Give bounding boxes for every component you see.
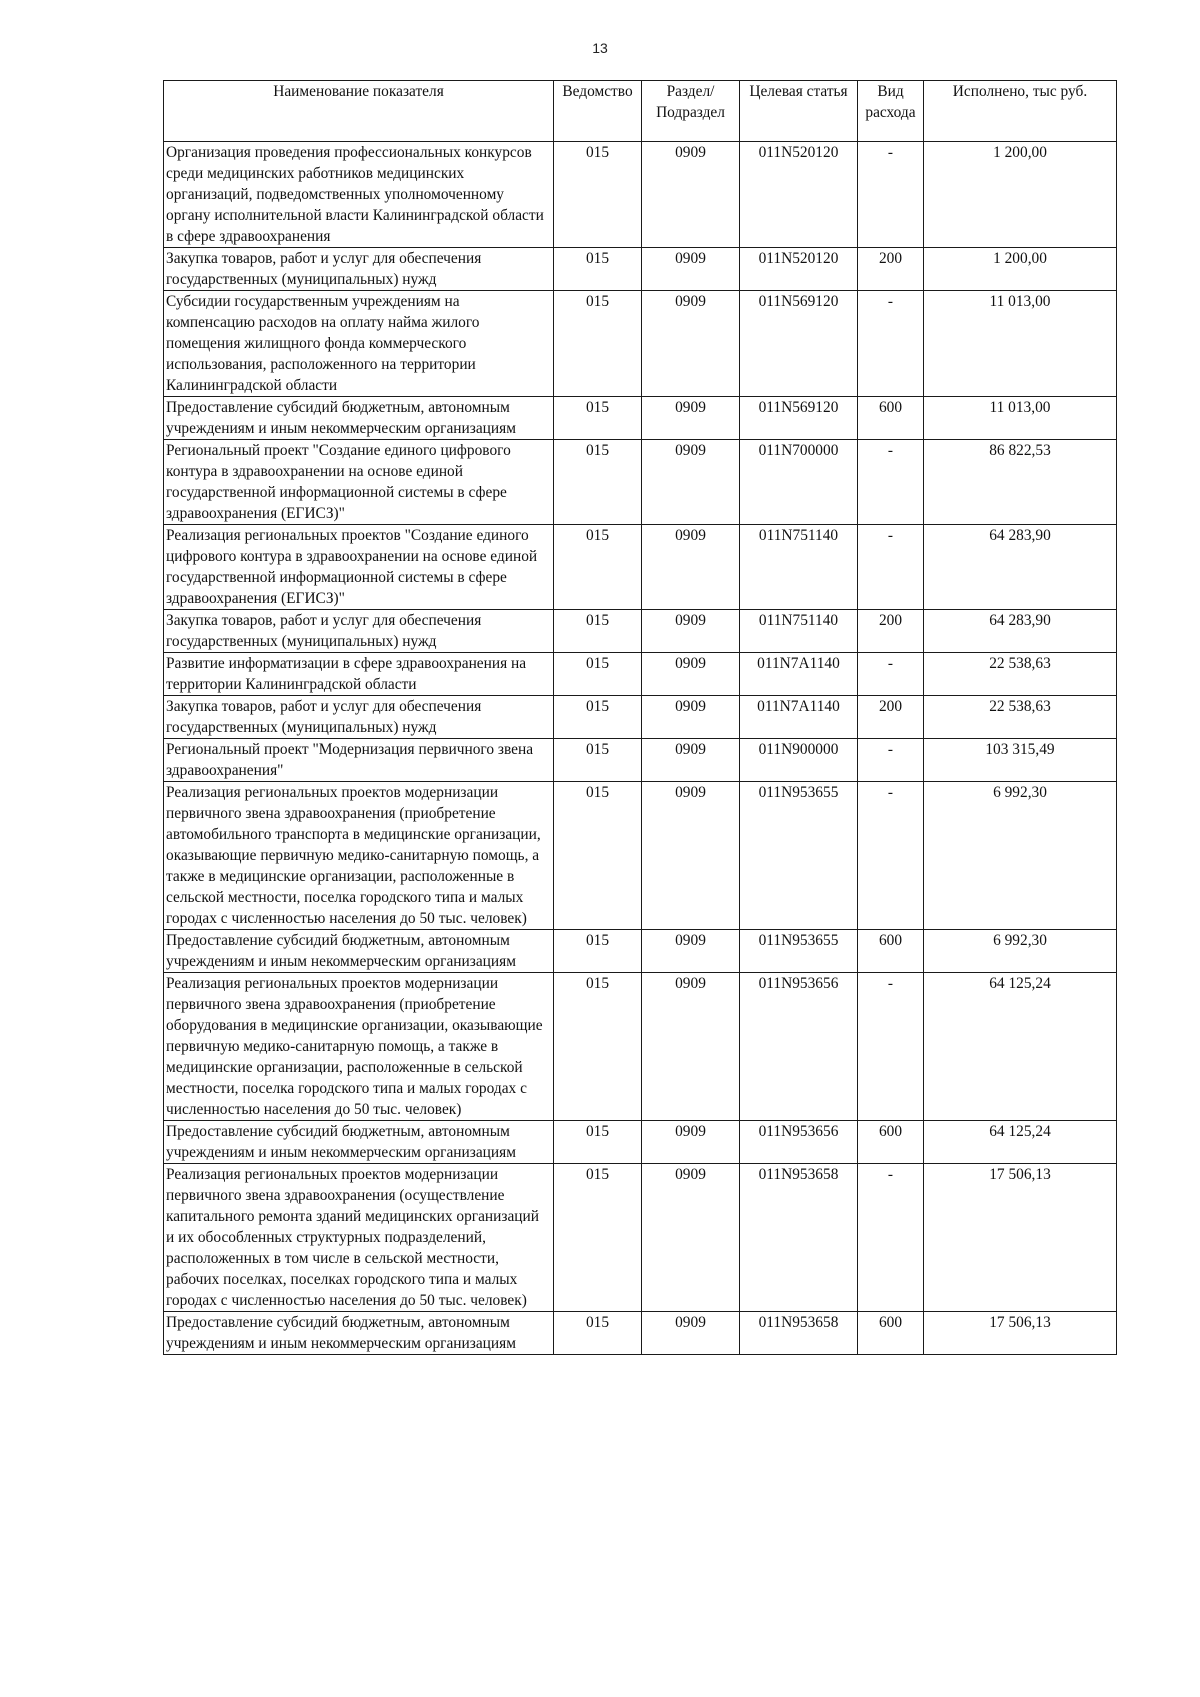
cell-indicator-name: Предоставление субсидий бюджетным, автономным учреждениям и иным некоммерческим организациям [164,397,554,440]
cell-section: 0909 [642,782,740,930]
table-row [164,973,1117,1121]
table-header-row [164,81,1117,142]
cell-department: 015 [554,696,642,739]
cell-target-item: 011N520120 [740,248,858,291]
cell-section: 0909 [642,291,740,397]
table-row [164,291,1117,397]
cell-amount-executed: 6 992,30 [924,930,1117,973]
cell-expense-kind: - [858,291,924,397]
cell-target-item: 011N900000 [740,739,858,782]
budget-execution-table [163,80,1117,1355]
cell-section: 0909 [642,973,740,1121]
cell-target-item: 011N700000 [740,440,858,525]
cell-amount-executed: 64 283,90 [924,525,1117,610]
cell-indicator-name: Предоставление субсидий бюджетным, автономным учреждениям и иным некоммерческим организациям [164,1121,554,1164]
cell-department: 015 [554,397,642,440]
cell-department: 015 [554,973,642,1121]
cell-expense-kind: 600 [858,930,924,973]
cell-target-item: 011N569120 [740,291,858,397]
cell-target-item: 011N953658 [740,1312,858,1355]
header-expense-kind: Вид расхода [858,81,924,142]
table-row [164,440,1117,525]
cell-expense-kind: 200 [858,696,924,739]
cell-indicator-name: Предоставление субсидий бюджетным, автономным учреждениям и иным некоммерческим организациям [164,930,554,973]
header-indicator-name: Наименование показателя [164,81,554,142]
cell-amount-executed: 103 315,49 [924,739,1117,782]
cell-expense-kind: 200 [858,248,924,291]
cell-section: 0909 [642,696,740,739]
cell-section: 0909 [642,525,740,610]
cell-amount-executed: 22 538,63 [924,696,1117,739]
table-row [164,653,1117,696]
cell-department: 015 [554,653,642,696]
cell-expense-kind: 600 [858,1312,924,1355]
cell-target-item: 011N953655 [740,930,858,973]
header-target-item: Целевая статья [740,81,858,142]
cell-section: 0909 [642,440,740,525]
cell-indicator-name: Закупка товаров, работ и услуг для обеспечения государственных (муниципальных) нужд [164,248,554,291]
cell-expense-kind: - [858,1164,924,1312]
cell-indicator-name: Региональный проект "Модернизация первичного звена здравоохранения" [164,739,554,782]
cell-department: 015 [554,291,642,397]
cell-section: 0909 [642,397,740,440]
cell-section: 0909 [642,1164,740,1312]
cell-expense-kind: - [858,782,924,930]
cell-section: 0909 [642,1121,740,1164]
cell-amount-executed: 1 200,00 [924,142,1117,248]
header-department: Ведомство [554,81,642,142]
table-row [164,739,1117,782]
cell-department: 015 [554,782,642,930]
table-body [164,142,1117,1355]
cell-indicator-name: Реализация региональных проектов модернизации первичного звена здравоохранения (осуществление капитального ремонта зданий медицинских организаций и их обособленных структурных подразделений, расположенных в том числе в сельской местности, рабочих поселках, поселках городского типа и малых городах с численностью населения до 50 тыс. человек) [164,1164,554,1312]
cell-amount-executed: 22 538,63 [924,653,1117,696]
cell-section: 0909 [642,653,740,696]
cell-expense-kind: 600 [858,397,924,440]
cell-indicator-name: Предоставление субсидий бюджетным, автономным учреждениям и иным некоммерческим организациям [164,1312,554,1355]
cell-department: 015 [554,610,642,653]
cell-department: 015 [554,525,642,610]
cell-expense-kind: - [858,973,924,1121]
cell-amount-executed: 64 125,24 [924,973,1117,1121]
cell-target-item: 011N953655 [740,782,858,930]
cell-expense-kind: - [858,440,924,525]
cell-department: 015 [554,142,642,248]
cell-department: 015 [554,1164,642,1312]
cell-target-item: 011N953656 [740,973,858,1121]
cell-department: 015 [554,930,642,973]
cell-section: 0909 [642,248,740,291]
cell-expense-kind: - [858,525,924,610]
cell-expense-kind: 200 [858,610,924,653]
table-row [164,248,1117,291]
cell-indicator-name: Развитие информатизации в сфере здравоохранения на территории Калининградской области [164,653,554,696]
cell-indicator-name: Реализация региональных проектов "Создание единого цифрового контура в здравоохранении на основе единой государственной информационной системы в сфере здравоохранения (ЕГИСЗ)" [164,525,554,610]
cell-section: 0909 [642,930,740,973]
table-row [164,1164,1117,1312]
cell-department: 015 [554,1312,642,1355]
cell-amount-executed: 86 822,53 [924,440,1117,525]
cell-department: 015 [554,440,642,525]
cell-amount-executed: 11 013,00 [924,291,1117,397]
cell-indicator-name: Региональный проект "Создание единого цифрового контура в здравоохранении на основе единой государственной информационной системы в сфере здравоохранения (ЕГИСЗ)" [164,440,554,525]
cell-indicator-name: Реализация региональных проектов модернизации первичного звена здравоохранения (приобретение автомобильного транспорта в медицинские организации, оказывающие первичную медико-санитарную помощь, а также в медицинские организации, расположенные в сельской местности, поселка городского типа и малых городах с численностью населения до 50 тыс. человек) [164,782,554,930]
cell-section: 0909 [642,1312,740,1355]
table-row [164,1312,1117,1355]
cell-indicator-name: Реализация региональных проектов модернизации первичного звена здравоохранения (приобретение оборудования в медицинские организации, оказывающие первичную медико-санитарную помощь, а также в медицинские организации, расположенные в сельской местности, поселка городского типа и малых городах с численностью населения до 50 тыс. человек) [164,973,554,1121]
cell-amount-executed: 11 013,00 [924,397,1117,440]
header-section: Раздел/ Подраздел [642,81,740,142]
cell-target-item: 011N569120 [740,397,858,440]
cell-target-item: 011N520120 [740,142,858,248]
cell-target-item: 011N953658 [740,1164,858,1312]
cell-target-item: 011N751140 [740,525,858,610]
cell-expense-kind: - [858,142,924,248]
cell-indicator-name: Организация проведения профессиональных конкурсов среди медицинских работников медицинских организаций, подведомственных уполномоченному органу исполнительной власти Калининградской области в сфере здравоохранения [164,142,554,248]
cell-amount-executed: 64 125,24 [924,1121,1117,1164]
cell-target-item: 011N953656 [740,1121,858,1164]
table-row [164,610,1117,653]
table-row [164,930,1117,973]
cell-amount-executed: 64 283,90 [924,610,1117,653]
cell-target-item: 011N7A1140 [740,653,858,696]
cell-expense-kind: - [858,653,924,696]
cell-amount-executed: 17 506,13 [924,1312,1117,1355]
table-row [164,525,1117,610]
header-amount-executed: Исполнено, тыс руб. [924,81,1117,142]
cell-expense-kind: 600 [858,1121,924,1164]
cell-amount-executed: 17 506,13 [924,1164,1117,1312]
cell-department: 015 [554,1121,642,1164]
table-row [164,782,1117,930]
cell-target-item: 011N751140 [740,610,858,653]
cell-section: 0909 [642,610,740,653]
page-number: 13 [592,40,608,56]
cell-target-item: 011N7A1140 [740,696,858,739]
table-row [164,142,1117,248]
cell-expense-kind: - [858,739,924,782]
table-row [164,397,1117,440]
cell-department: 015 [554,739,642,782]
cell-indicator-name: Субсидии государственным учреждениям на компенсацию расходов на оплату найма жилого помещения жилищного фонда коммерческого использования, расположенного на территории Калининградской области [164,291,554,397]
cell-department: 015 [554,248,642,291]
table-row [164,1121,1117,1164]
cell-indicator-name: Закупка товаров, работ и услуг для обеспечения государственных (муниципальных) нужд [164,696,554,739]
cell-section: 0909 [642,142,740,248]
cell-amount-executed: 1 200,00 [924,248,1117,291]
table-row [164,696,1117,739]
cell-indicator-name: Закупка товаров, работ и услуг для обеспечения государственных (муниципальных) нужд [164,610,554,653]
cell-section: 0909 [642,739,740,782]
cell-amount-executed: 6 992,30 [924,782,1117,930]
